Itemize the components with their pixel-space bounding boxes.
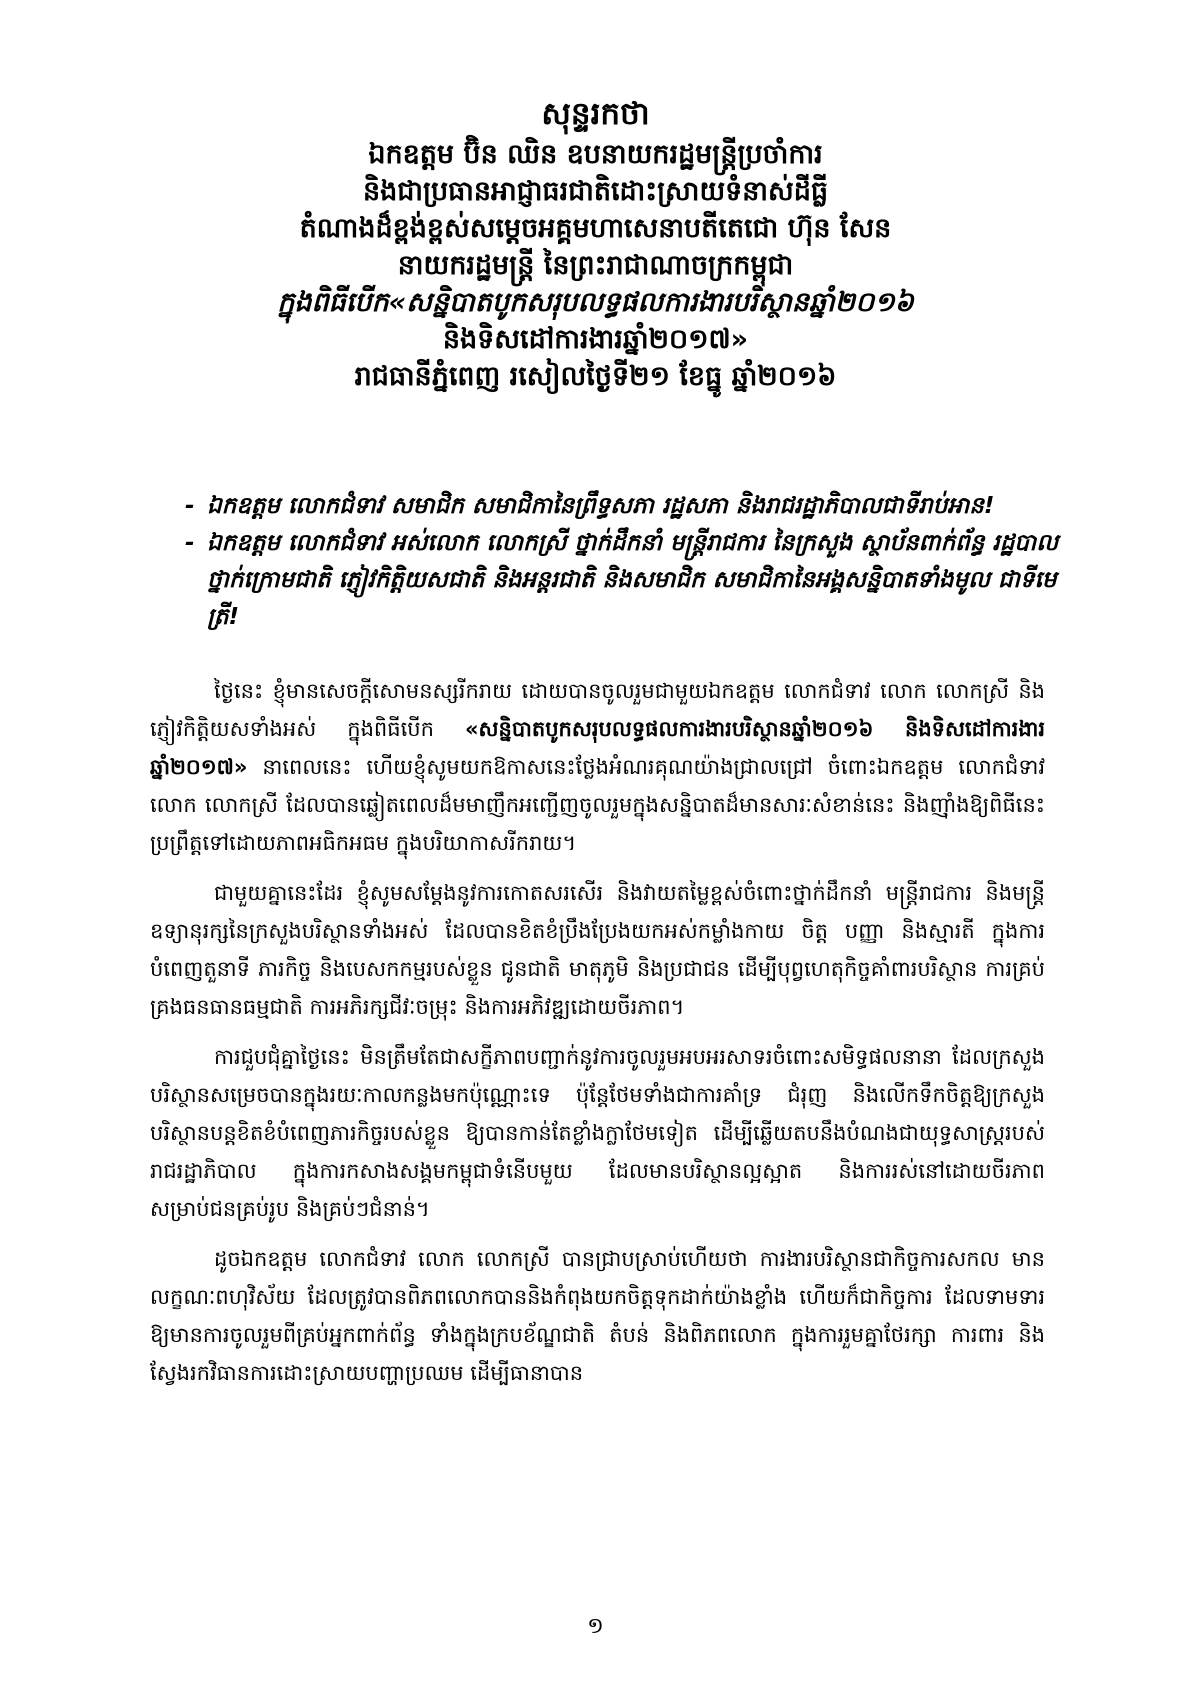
speech-title: សុន្ទរកថា [541,96,650,132]
representative-line: តំណាងដ៏ខ្ពង់ខ្ពស់សម្តេចអគ្គមហាសេនាបតីតេជោ ហ៊ុន សែន [299,213,892,244]
dash-bullet: - [185,530,195,556]
body-paragraph-1 [150,672,1045,862]
body-paragraph-4: ដូចឯកឧត្តម លោកជំទាវ លោក លោកស្រី បានជ្រាបស្រាប់ហើយថា ការងារបរិស្ថានជាកិច្ចការសកល មានលក្ខណៈពហុវិស័យ ដែលត្រូវបានពិភពលោកបាននិងកំពុងយកចិត្តទុកដាក់យ៉ាងខ្លាំង ហើយក៏ជាកិច្ចការ ដែលទាមទារឱ្យមានការចូលរួមពីគ្រប់អ្នកពាក់ព័ន្ធ ទាំងក្នុងក្របខ័ណ្ឌជាតិ តំបន់ និងពិភពលោក ក្នុងការរួមគ្នាថែរក្សា ការពារ និងស្វែងរកវិធានការដោះស្រាយបញ្ហាប្រឈម ដើម្បីធានាបាន [150,1247,1045,1385]
salutation-item [185,488,1085,525]
salutation-text: ឯកឧត្តម លោកជំទាវ អស់លោក លោកស្រី ថ្នាក់ដឹកនាំ មន្ត្រីរាជការ នៃក្រសួង ស្ថាប័នពាក់ព័ន្ធ រដ្ឋបាលថ្នាក់ក្រោមជាតិ ភ្ញៀវកិត្តិយសជាតិ និងអន្តរជាតិ និងសមាជិក សមាជិកានៃអង្គសន្និបាតទាំងមូល ជាទីមេត្រី! [207,530,1059,630]
prime-minister-line: នាយករដ្ឋមន្ត្រី នៃព្រះរាជាណាចក្រកម្ពុជា [397,250,794,281]
salutations [185,488,1085,636]
event-name-line-2: និងទិសដៅការងារឆ្នាំ២០១៧» [442,324,749,355]
paragraph-text: នាពេលនេះ ហើយខ្ញុំសូមយកឱកាសនេះថ្លែងអំណរគុណយ៉ាងជ្រាលជ្រៅ ចំពោះឯកឧត្តម លោកជំទាវ លោក លោកស្រី ដែលបានឆ្លៀតពេលដ៏មមាញឹកអញ្ជើញចូលរួមក្នុងសន្និបាតដ៏មានសារៈសំខាន់នេះ និងញ៉ាំងឱ្យពិធីនេះប្រព្រឹត្តទៅដោយភាពអធិកអធម ក្នុងបរិយាកាសរីករាយ។ [150,755,1045,855]
salutation-item [185,525,1085,636]
page-number: ១ [587,1614,604,1639]
speaker-name-line: ឯកឧត្តម ប៊ិន ឈិន ឧបនាយករដ្ឋមន្ត្រីប្រចាំការ [368,139,823,170]
event-name-bold: «សន្និបាតបូកសរុបលទ្ធផលការងារបរិស្ថានឆ្នាំ២០១៦ និងទិសដៅការងារឆ្នាំ២០១៧» [150,717,1045,779]
salutation-text: ឯកឧត្តម លោកជំទាវ សមាជិក សមាជិកានៃព្រឹទ្ធសភា រដ្ឋសភា និងរាជរដ្ឋាភិបាលជាទីរាប់អាន! [207,493,995,519]
event-name-line: ក្នុងពិធីបើក«សន្និបាតបូកសរុបលទ្ធផលការងារបរិស្ថានឆ្នាំ២០១៦ [277,287,914,318]
event-date-line: រាជធានីភ្នំពេញ រសៀលថ្ងៃទី២១ ខែធ្នូ ឆ្នាំ២០១៦ [354,361,837,392]
speech-header [150,92,1041,395]
dash-bullet: - [185,493,195,519]
speaker-role-line: និងជាប្រធានអាជ្ញាធរជាតិដោះស្រាយទំនាស់ដីធ្លី [363,176,828,207]
body-paragraph-3: ការជួបជុំគ្នាថ្ងៃនេះ មិនត្រឹមតែជាសក្ខីភាពបញ្ជាក់នូវការចូលរួមអបអរសាទរចំពោះសមិទ្ធផលនានា ដែលក្រសួងបរិស្ថានសម្រេចបានក្នុងរយៈកាលកន្លងមកប៉ុណ្ណោះទេ ប៉ុន្តែថែមទាំងជាការគាំទ្រ ជំរុញ និងលើកទឹកចិត្តឱ្យក្រសួងបរិស្ថានបន្តខិតខំបំពេញភារកិច្ចរបស់ខ្លួន ឱ្យបានកាន់តែខ្លាំងក្លាថែមទៀត ដើម្បីឆ្លើយតបនឹងបំណងជាយុទ្ធសាស្ត្ររបស់រាជរដ្ឋាភិបាល ក្នុងការកសាងសង្គមកម្ពុជាទំនើបមួយ ដែលមានបរិស្ថានល្អស្អាត និងការរស់នៅដោយចីរភាព សម្រាប់ជនគ្រប់រូប និងគ្រប់ៗជំនាន់។ [150,1045,1045,1221]
body-paragraph-2: ជាមួយគ្នានេះដែរ ខ្ញុំសូមសម្តែងនូវការកោតសរសើរ និងវាយតម្លៃខ្ពស់ចំពោះថ្នាក់ដឹកនាំ មន្ត្រីរាជការ និងមន្ត្រីឧទ្យានុរក្សនៃក្រសួងបរិស្ថានទាំងអស់ ដែលបានខិតខំប្រឹងប្រែងយកអស់កម្លាំងកាយ ចិត្ត បញ្ញា និងស្មារតី ក្នុងការបំពេញតួនាទី ភារកិច្ច និងបេសកកម្មរបស់ខ្លួន ជូនជាតិ មាតុភូមិ និងប្រជាជន ដើម្បីបុព្វហេតុកិច្ចគាំពារបរិស្ថាន ការគ្រប់គ្រងធនធានធម្មជាតិ ការអភិរក្សជីវៈចម្រុះ និងការអភិវឌ្ឍដោយចីរភាព។ [150,881,1045,1019]
paragraph-text: ថ្ងៃនេះ ខ្ញុំមានសេចក្តីសោមនស្សរីករាយ ដោយបានចូលរួមជាមួយឯកឧត្តម លោកជំទាវ លោក លោកស្រី និងភ្ញៀវកិត្តិយសទាំងអស់ ក្នុងពិធីបើក [150,679,1045,741]
speech-body [150,672,1045,1404]
